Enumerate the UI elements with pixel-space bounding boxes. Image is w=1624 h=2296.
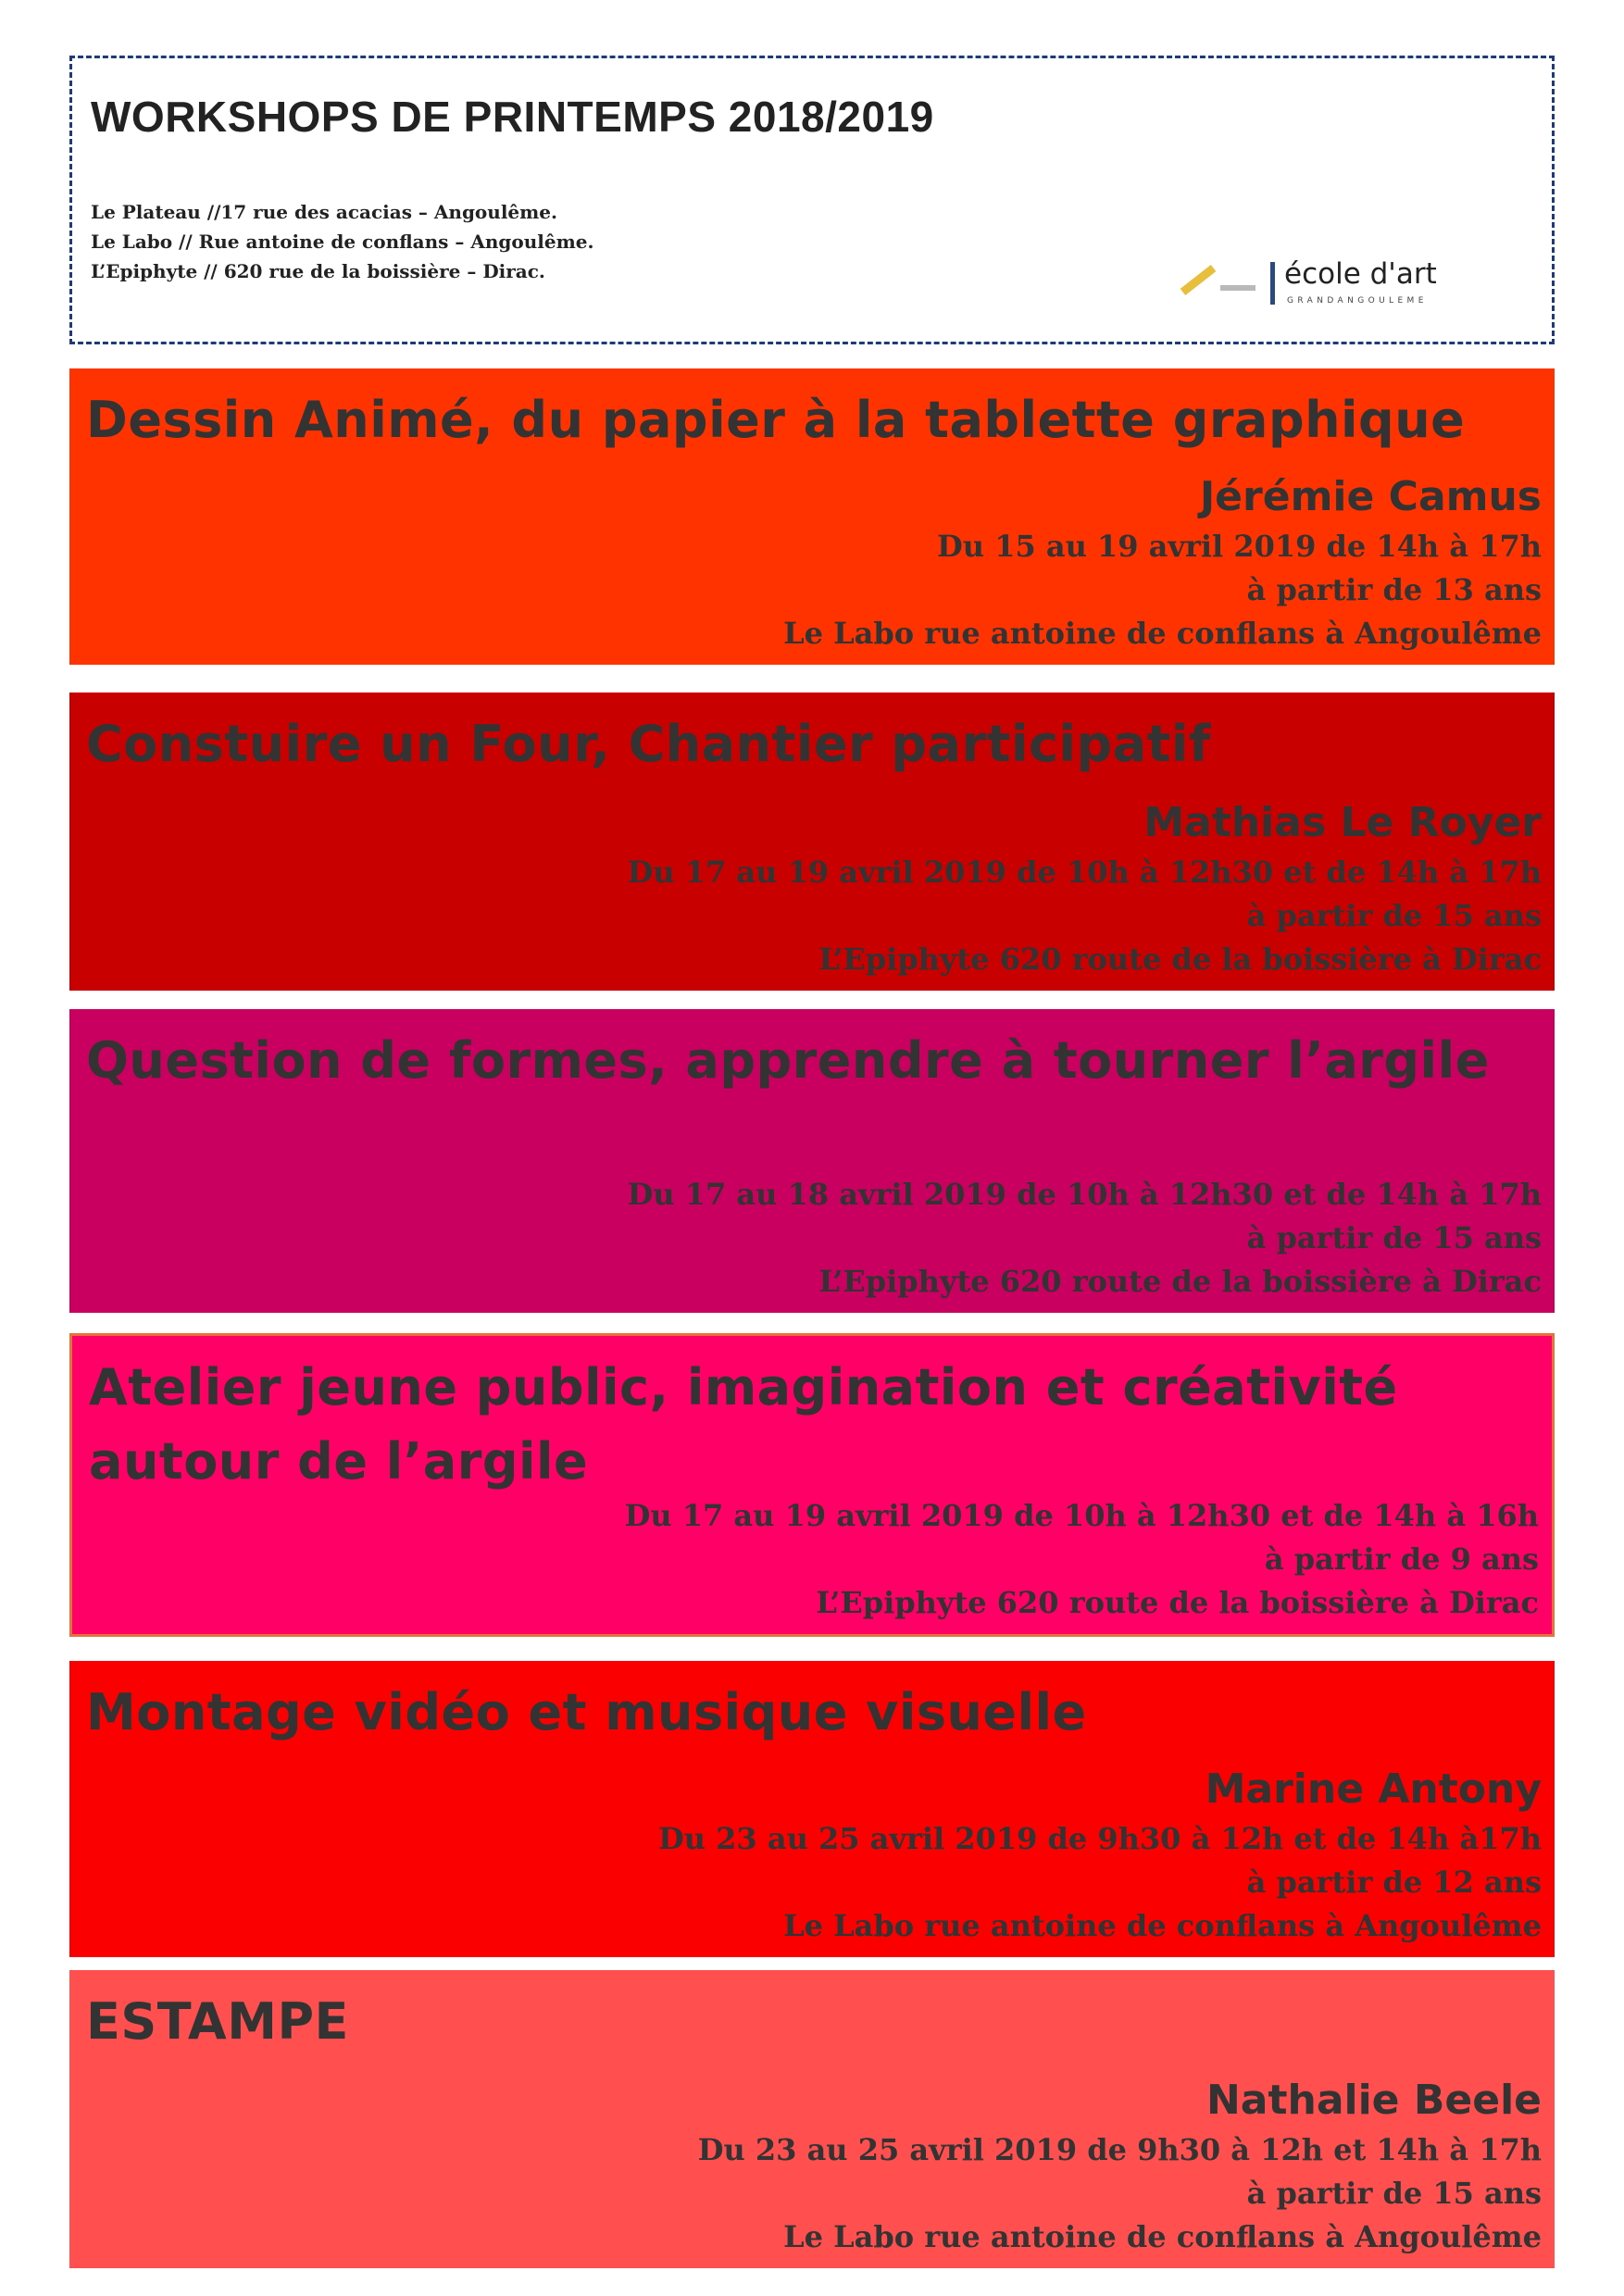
- workshop-card-jeune-public: [69, 1333, 1555, 1637]
- workshop-card-dessin-anime: [69, 368, 1555, 665]
- workshop-info: [628, 795, 1542, 981]
- workshop-place: L’Epiphyte 620 route de la boissière à Dirac: [818, 1264, 1542, 1299]
- workshop-instructor: Jérémie Camus: [1199, 473, 1542, 520]
- workshop-info: [783, 469, 1542, 655]
- workshop-age: à partir de 15 ans: [1246, 1220, 1542, 1255]
- workshop-info: [628, 1173, 1542, 1304]
- workshop-title: Dessin Animé, du papier à la tablette graphique: [86, 391, 1466, 449]
- workshop-title: ESTAMPE: [86, 1992, 349, 2051]
- workshop-title: Atelier jeune public, imagination et créativité autour de l’argile: [89, 1358, 1398, 1491]
- page-title: WORKSHOPS DE PRINTEMPS 2018/2019: [91, 93, 934, 141]
- workshop-card-estampe: [69, 1970, 1555, 2268]
- workshop-age: à partir de 12 ans: [1246, 1865, 1542, 1900]
- address-labo: Le Labo // Rue antoine de conflans – Angoulême.: [91, 231, 594, 253]
- header-box: [69, 56, 1555, 344]
- workshop-place: L’Epiphyte 620 route de la boissière à Dirac: [818, 942, 1542, 977]
- workshop-info: [698, 2073, 1542, 2259]
- ecole-dart-logo: [1179, 257, 1512, 313]
- logo-dash-mark: [1220, 285, 1255, 291]
- address-list: [91, 197, 593, 286]
- workshop-place: Le Labo rue antoine de conflans à Angoulême: [783, 2219, 1542, 2254]
- workshop-place: Le Labo rue antoine de conflans à Angoulême: [783, 1908, 1542, 1943]
- workshop-info: [625, 1494, 1539, 1625]
- workshop-age: à partir de 15 ans: [1246, 2176, 1542, 2211]
- workshop-dates: Du 17 au 18 avril 2019 de 10h à 12h30 et de 14h à 17h: [627, 1177, 1542, 1212]
- logo-subtitle: GRANDANGOULEME: [1287, 296, 1428, 306]
- workshop-age: à partir de 15 ans: [1246, 898, 1542, 933]
- workshop-instructor: Marine Antony: [1205, 1766, 1542, 1813]
- workshop-age: à partir de 13 ans: [1246, 572, 1542, 607]
- workshop-instructor: Mathias Le Royer: [1143, 799, 1542, 846]
- workshop-title: Question de formes, apprendre à tourner l’argile: [86, 1031, 1490, 1090]
- logo-bar-mark: [1270, 262, 1275, 305]
- workshop-info: [658, 1762, 1542, 1948]
- workshop-dates: Du 17 au 19 avril 2019 de 10h à 12h30 et de 14h à 17h: [627, 855, 1542, 890]
- logo-slash-mark: [1181, 265, 1217, 295]
- workshop-dates: Du 17 au 19 avril 2019 de 10h à 12h30 et de 14h à 16h: [624, 1498, 1539, 1533]
- workshop-place: Le Labo rue antoine de conflans à Angoulême: [783, 616, 1542, 651]
- workshop-card-montage-video: [69, 1661, 1555, 1957]
- workshop-dates: Du 15 au 19 avril 2019 de 14h à 17h: [937, 529, 1542, 564]
- workshop-title: Montage vidéo et musique visuelle: [86, 1683, 1087, 1741]
- workshop-card-formes: [69, 1009, 1555, 1313]
- workshop-instructor: Nathalie Beele: [1206, 2077, 1542, 2124]
- address-plateau: Le Plateau //17 rue des acacias – Angoulême.: [91, 201, 557, 223]
- workshop-title: Constuire un Four, Chantier participatif: [86, 715, 1211, 773]
- workshop-card-four: [69, 693, 1555, 991]
- address-epiphyte: L’Epiphyte // 620 rue de la boissière – Dirac.: [91, 260, 545, 282]
- workshop-place: L’Epiphyte 620 route de la boissière à Dirac: [816, 1585, 1539, 1620]
- workshop-age: à partir de 9 ans: [1264, 1541, 1539, 1577]
- workshop-dates: Du 23 au 25 avril 2019 de 9h30 à 12h et 14h à 17h: [697, 2132, 1542, 2167]
- logo-name: école d'art: [1284, 257, 1437, 291]
- workshop-dates: Du 23 au 25 avril 2019 de 9h30 à 12h et de 14h à17h: [658, 1821, 1542, 1856]
